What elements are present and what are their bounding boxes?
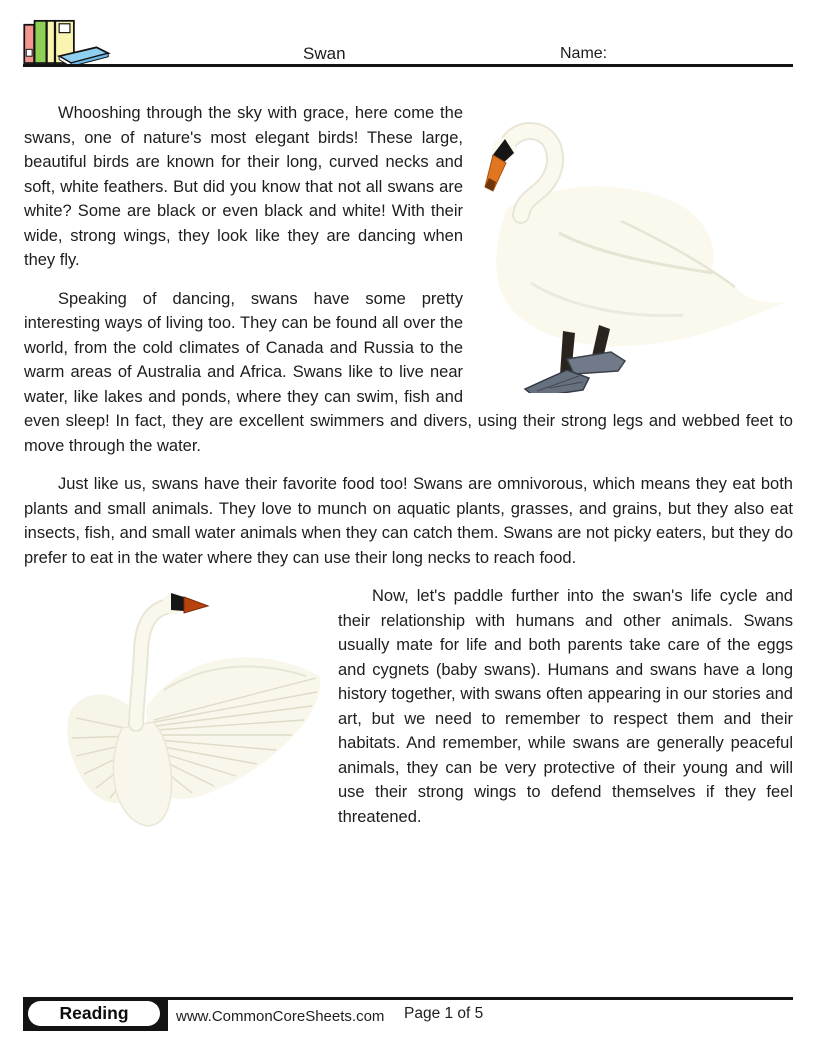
paragraph-2: Speaking of dancing, swans have some pretty interesting ways of living too. They can be found all over the world, from the cold climates of Canada and Russia to the warm areas of Australia and Africa. Swans like to live near water, like lakes and ponds, where they can swim, fish and even sleep! In fact, they are excellent swimmers and divers, using their strong legs and webbed feet to move through the water. — [24, 289, 793, 455]
books-stack-icon — [21, 12, 113, 67]
category-badge-label: Reading — [59, 1003, 129, 1023]
website-text: www.CommonCoreSheets.com — [176, 1008, 385, 1025]
page-title: Swan — [303, 44, 346, 63]
paragraph-3: Just like us, swans have their favorite food too! Swans are omnivorous, which means they eat both plants and small animals. They love to munch on aquatic plants, grasses, and grains, but they also eat insects, fish, and small water animals when they can catch them. Swans are not picky eaters, but they do prefer to eat in the water where they can use their long necks to reach food. — [24, 475, 793, 567]
standing-swan-image — [471, 103, 793, 393]
paragraph-4: Now, let's paddle further into the swan's life cycle and their relationship with humans and other animals. Swans usually mate for life and both parents take care of the eggs and cygnets (baby swans). Humans and swans have a long history together, with swans often appearing in our stories and art, but we need to remember to respect them and their habitats. And remember, while swans are generally peaceful animals, they can be very protective of their young and will use their strong wings to defend themselves if they feel threatened. — [338, 587, 793, 826]
paragraph-1: Whooshing through the sky with grace, here come the swans, one of nature's most elegant birds! These large, beautiful birds are known for their long, curved necks and soft, white feathers. But did you know that not all swans are white? Some are black or even black and white! With their wide, strong wings, they look like they are dancing when they fly. — [24, 104, 463, 269]
name-label: Name: — [560, 45, 608, 62]
reading-passage — [24, 101, 793, 843]
page-number: Page 1 of 5 — [404, 1005, 484, 1022]
spread-wings-swan-image — [24, 580, 326, 830]
header-rule — [23, 64, 793, 67]
category-badge-pill — [28, 1001, 160, 1026]
category-badge — [23, 997, 168, 1031]
